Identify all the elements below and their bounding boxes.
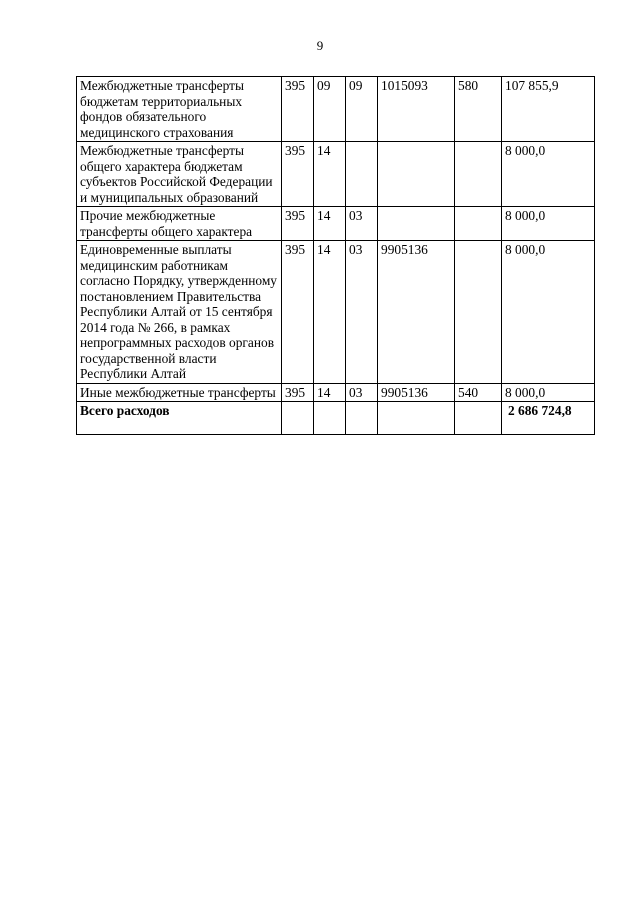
row-name: Иные межбюджетные трансферты bbox=[77, 383, 282, 402]
empty-cell bbox=[314, 402, 346, 435]
empty-cell bbox=[378, 402, 455, 435]
row-subsection: 03 bbox=[346, 383, 378, 402]
row-section: 14 bbox=[314, 207, 346, 241]
row-item: 1015093 bbox=[378, 77, 455, 142]
row-code: 395 bbox=[282, 77, 314, 142]
row-item bbox=[378, 207, 455, 241]
budget-table bbox=[76, 76, 595, 435]
table-row bbox=[77, 241, 595, 384]
row-code: 395 bbox=[282, 241, 314, 384]
row-subsection: 03 bbox=[346, 241, 378, 384]
empty-cell bbox=[455, 402, 502, 435]
row-subsection: 03 bbox=[346, 207, 378, 241]
row-type: 580 bbox=[455, 77, 502, 142]
row-type bbox=[455, 241, 502, 384]
row-code: 395 bbox=[282, 142, 314, 207]
row-section: 14 bbox=[314, 241, 346, 384]
row-subsection: 09 bbox=[346, 77, 378, 142]
row-sum: 8 000,0 bbox=[502, 207, 595, 241]
row-section: 09 bbox=[314, 77, 346, 142]
total-label: Всего расходов bbox=[77, 402, 282, 435]
row-subsection bbox=[346, 142, 378, 207]
empty-cell bbox=[346, 402, 378, 435]
row-sum: 8 000,0 bbox=[502, 142, 595, 207]
row-code: 395 bbox=[282, 383, 314, 402]
row-sum: 8 000,0 bbox=[502, 383, 595, 402]
row-type bbox=[455, 142, 502, 207]
row-section: 14 bbox=[314, 383, 346, 402]
row-type: 540 bbox=[455, 383, 502, 402]
table-row bbox=[77, 383, 595, 402]
table-row bbox=[77, 77, 595, 142]
total-row bbox=[77, 402, 595, 435]
row-name: Межбюджетные трансферты общего характера бюджетам субъектов Российской Федерации и муниципальных образований bbox=[77, 142, 282, 207]
row-sum: 107 855,9 bbox=[502, 77, 595, 142]
row-name: Межбюджетные трансферты бюджетам территориальных фондов обязательного медицинского страхования bbox=[77, 77, 282, 142]
row-item: 9905136 bbox=[378, 383, 455, 402]
total-sum: 2 686 724,8 bbox=[502, 402, 595, 435]
page-number: 9 bbox=[316, 38, 324, 53]
row-code: 395 bbox=[282, 207, 314, 241]
row-sum: 8 000,0 bbox=[502, 241, 595, 384]
row-item: 9905136 bbox=[378, 241, 455, 384]
row-name: Единовременные выплаты медицинским работникам согласно Порядку, утвержденному постановлением Правительства Республики Алтай от 15 сентября 2014 года № 266, в рамках непрограммных расходов органов государственной власти Республики Алтай bbox=[77, 241, 282, 384]
row-name: Прочие межбюджетные трансферты общего характера bbox=[77, 207, 282, 241]
table-row bbox=[77, 207, 595, 241]
table-row bbox=[77, 142, 595, 207]
row-item bbox=[378, 142, 455, 207]
empty-cell bbox=[282, 402, 314, 435]
row-section: 14 bbox=[314, 142, 346, 207]
row-type bbox=[455, 207, 502, 241]
